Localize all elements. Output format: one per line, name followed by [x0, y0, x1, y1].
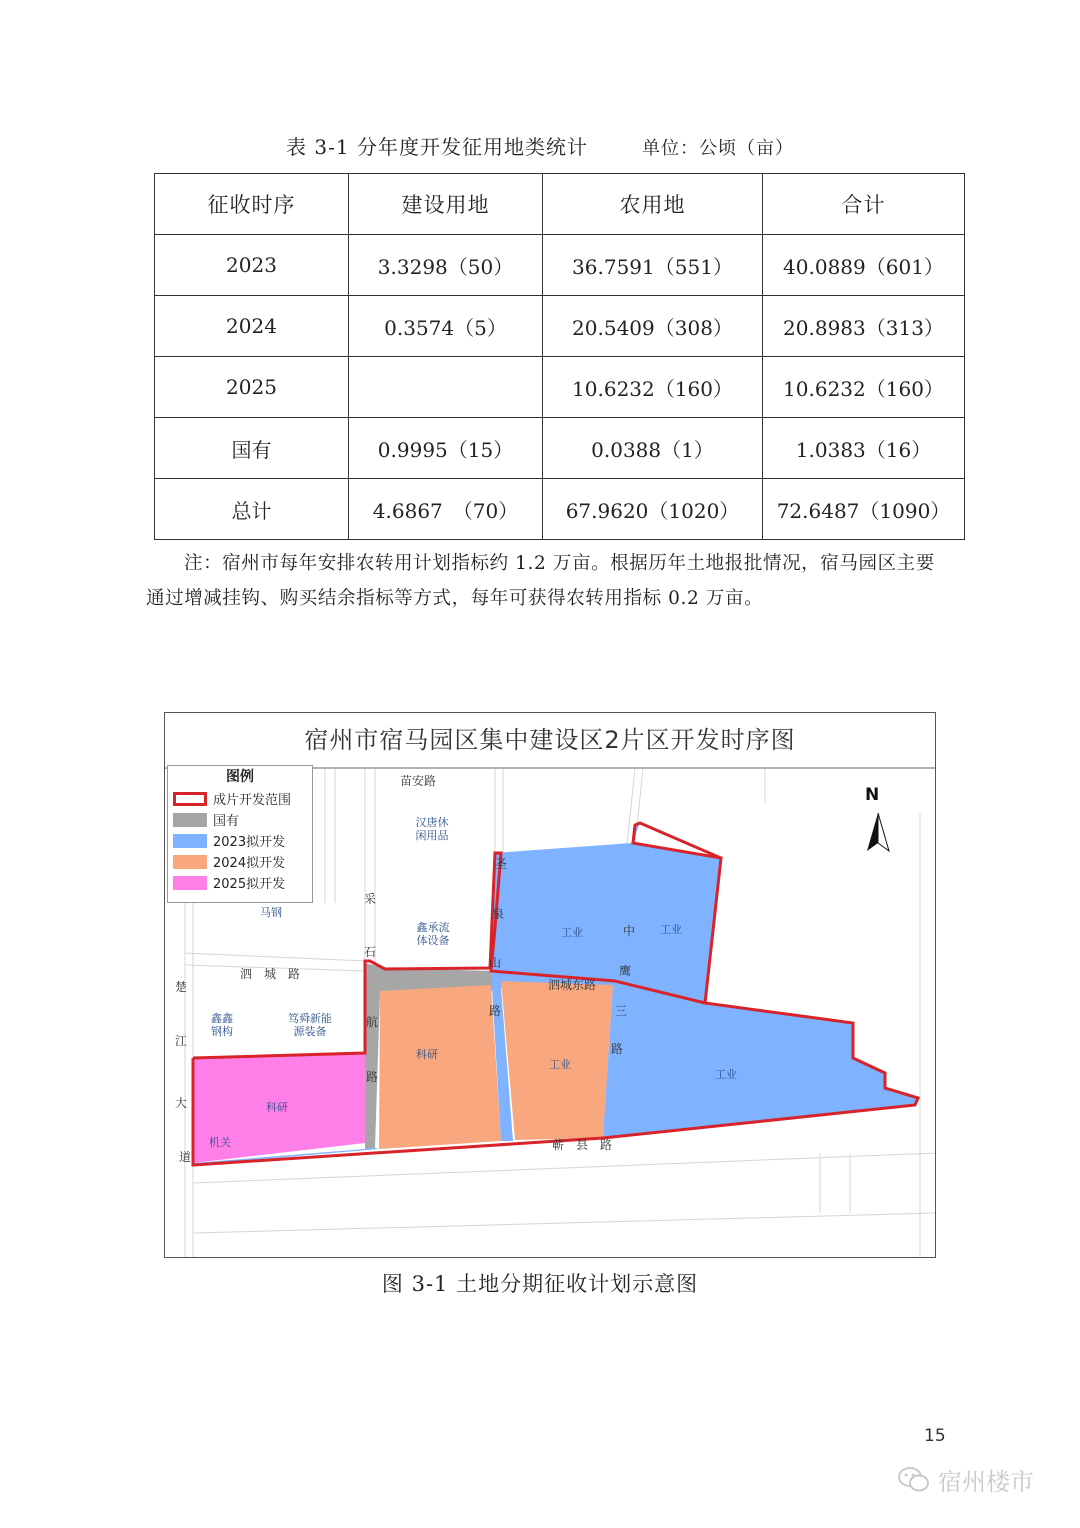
table-cell: 20.8983（313）	[763, 296, 965, 357]
legend-swatch-icon	[173, 792, 207, 806]
table-cell: 72.6487（1090）	[763, 479, 965, 540]
watermark-text: 宿州楼市	[938, 1468, 1034, 1496]
table-row	[155, 357, 965, 418]
wechat-icon	[898, 1466, 930, 1494]
road-label: 三	[615, 1004, 628, 1018]
table-cell: 3.3298（50）	[349, 235, 543, 296]
table-cell: 10.6232（160）	[763, 357, 965, 418]
road-label: 路	[366, 1070, 379, 1084]
map-legend	[167, 765, 313, 903]
road-label: 路	[489, 1004, 502, 1018]
road-label: 江	[175, 1034, 188, 1048]
road-label: 中	[623, 924, 636, 938]
header-cell: 建设用地	[349, 174, 543, 235]
legend-label: 国有	[213, 814, 240, 829]
legend-item	[168, 809, 312, 830]
place-label: 机关	[209, 1136, 231, 1149]
table-caption	[0, 131, 1080, 160]
table-cell: 2025	[155, 357, 349, 418]
development-sequence-map	[164, 712, 936, 1258]
place-label: 科研	[416, 1048, 438, 1061]
table-cell: 0.3574（5）	[349, 296, 543, 357]
place-label: 笃舜新能源装备	[288, 1012, 332, 1038]
table-row	[155, 479, 965, 540]
road-label: 泗城东路	[548, 978, 597, 992]
legend-label: 成片开发范围	[213, 793, 292, 808]
table-cell: 2024	[155, 296, 349, 357]
road-label: 蕲 县 路	[552, 1138, 613, 1152]
road-label: 路	[611, 1042, 624, 1056]
table-cell	[349, 357, 543, 418]
legend-swatch-icon	[173, 876, 207, 890]
table-row	[155, 418, 965, 479]
legend-label: 2025拟开发	[213, 877, 286, 892]
table-cell: 0.0388（1）	[543, 418, 763, 479]
place-label: 工业	[561, 926, 583, 939]
table-cell: 20.5409（308）	[543, 296, 763, 357]
table-cell: 67.9620（1020）	[543, 479, 763, 540]
road-label: 泉	[492, 907, 505, 921]
map-title: 宿州市宿马园区集中建设区2片区开发时序图	[304, 726, 796, 754]
road-label: 大	[175, 1096, 188, 1110]
road-label: 苗安路	[400, 774, 437, 788]
header-cell: 征收时序	[155, 174, 349, 235]
road-label: 采	[364, 892, 377, 906]
place-label: 汉唐休闲用品	[415, 816, 449, 842]
table-unit: 单位：公顷（亩）	[641, 138, 794, 159]
north-arrow-icon: N	[865, 785, 880, 805]
place-label: 马钢	[260, 906, 282, 919]
road-label: 道	[179, 1150, 192, 1164]
road-label: 楚	[175, 980, 188, 994]
table-title: 表 3-1 分年度开发征用地类统计	[286, 135, 588, 159]
table-cell: 总计	[155, 479, 349, 540]
watermark	[898, 1462, 1034, 1497]
legend-swatch-icon	[173, 834, 207, 848]
table-cell: 1.0383（16）	[763, 418, 965, 479]
table-row	[155, 296, 965, 357]
road-label: 圣	[495, 857, 508, 871]
table-header-row	[155, 174, 965, 235]
header-cell: 合计	[763, 174, 965, 235]
place-label: 鑫承流体设备	[416, 921, 450, 947]
table-cell: 36.7591（551）	[543, 235, 763, 296]
table-cell: 40.0889（601）	[763, 235, 965, 296]
table-cell: 0.9995（15）	[349, 418, 543, 479]
road-label: 石	[364, 945, 377, 959]
place-label: 工业	[660, 923, 682, 936]
legend-item	[168, 851, 312, 872]
table-cell: 4.6867 （70）	[349, 479, 543, 540]
road-label: 山	[489, 956, 502, 970]
legend-item	[168, 872, 312, 893]
legend-item	[168, 788, 312, 809]
legend-swatch-icon	[173, 813, 207, 827]
legend-label: 2024拟开发	[213, 856, 286, 871]
table-cell: 国有	[155, 418, 349, 479]
table-cell: 10.6232（160）	[543, 357, 763, 418]
table-cell: 2023	[155, 235, 349, 296]
land-stats-table	[154, 173, 965, 540]
road-label: 鹰	[619, 964, 632, 978]
legend-title: 图例	[226, 769, 254, 785]
table-note: 注：宿州市每年安排农转用计划指标约 1.2 万亩。根据历年土地报批情况，宿马园区主要通过增减挂钩、购买结余指标等方式，每年可获得农转用指标 0.2 万亩。	[146, 553, 935, 609]
road-label: 航	[366, 1015, 379, 1029]
header-cell: 农用地	[543, 174, 763, 235]
legend-swatch-icon	[173, 855, 207, 869]
legend-label: 2023拟开发	[213, 835, 286, 850]
table-row	[155, 235, 965, 296]
place-label: 科研	[266, 1101, 288, 1114]
place-label: 工业	[549, 1058, 571, 1071]
road-label: 泗 城 路	[240, 967, 301, 981]
place-label: 鑫鑫钢构	[211, 1012, 233, 1038]
legend-item	[168, 830, 312, 851]
place-label: 工业	[715, 1068, 737, 1081]
figure-caption: 图 3-1 土地分期征收计划示意图	[381, 1272, 699, 1296]
page-number: 15	[924, 1426, 946, 1446]
